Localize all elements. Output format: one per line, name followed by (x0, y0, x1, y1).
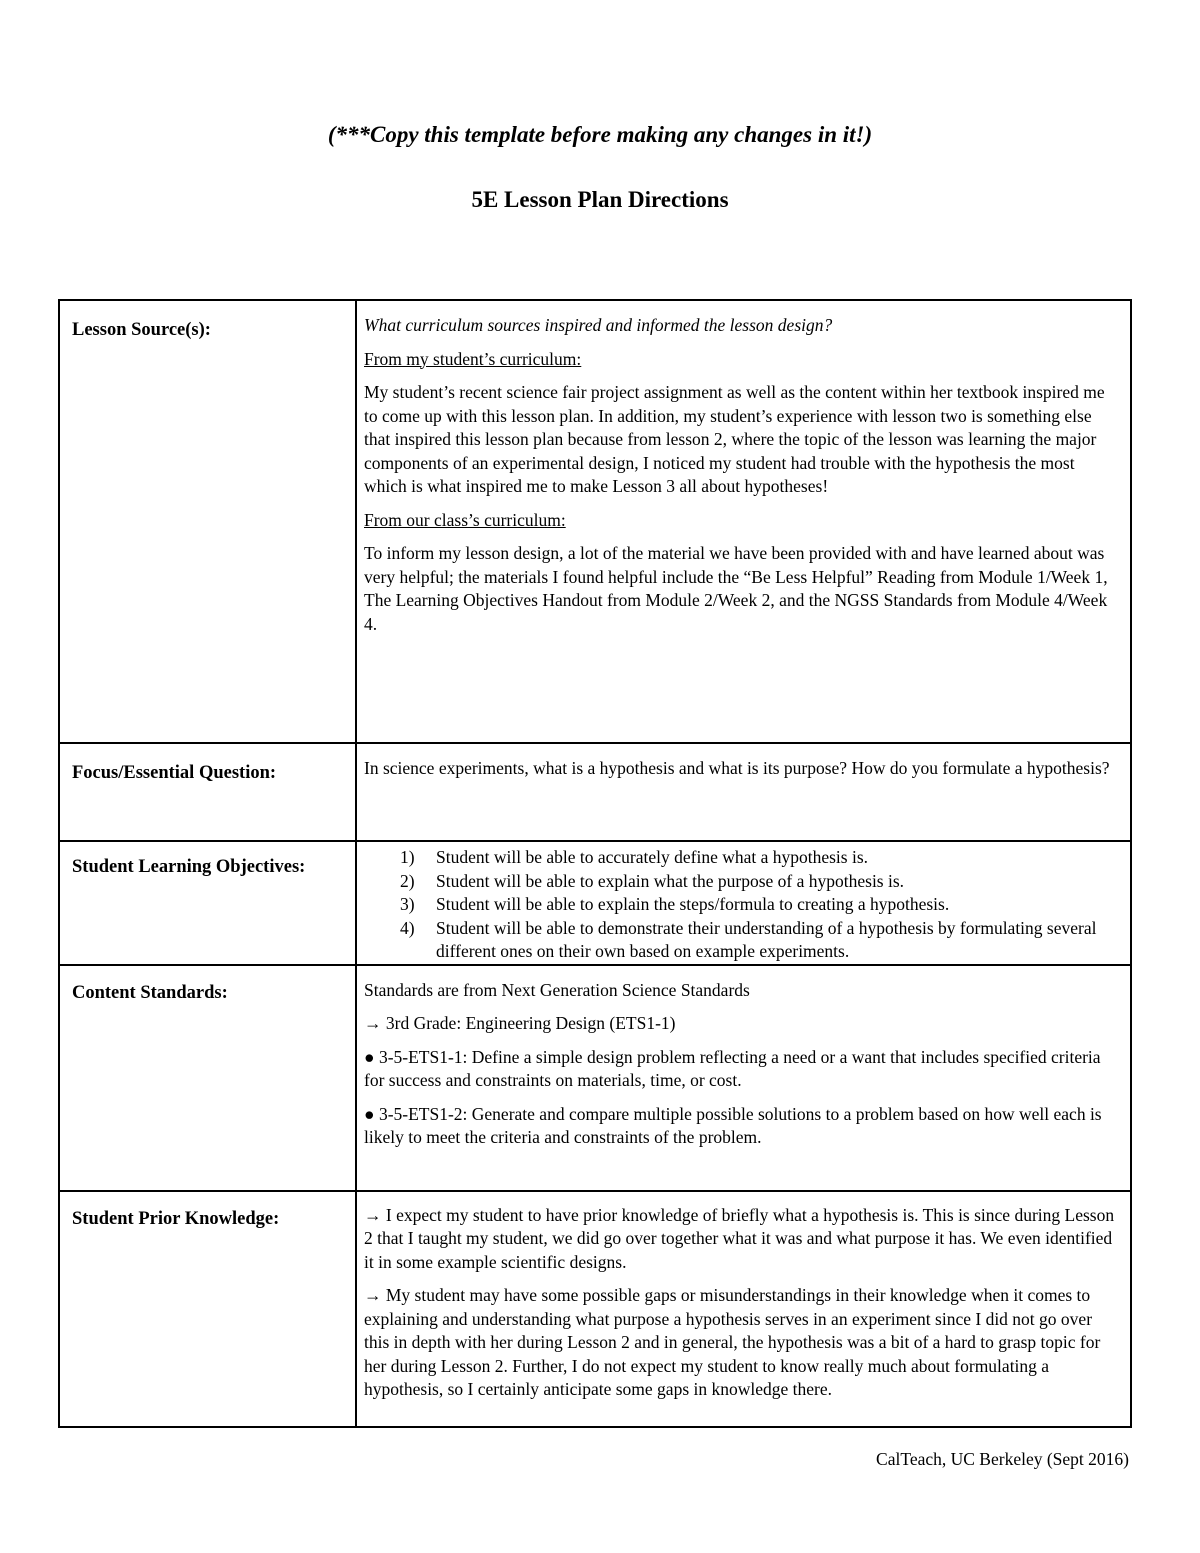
row-focus-question (59, 743, 1131, 841)
list-item-text: Student will be able to accurately define what a hypothesis is. (436, 847, 869, 867)
standard-item: ● 3-5-ETS1-1: Define a simple design problem reflecting a need or a want that includes specified criteria for success and constraints on materials, time, or cost. (364, 1046, 1101, 1090)
objectives-list (364, 846, 1120, 964)
student-curriculum-heading: From my student’s curriculum: (364, 348, 582, 369)
list-item (400, 893, 1120, 917)
content-standards-label: Content Standards: (72, 982, 228, 1003)
content-cell (356, 965, 1131, 1191)
focus-question-text: In science experiments, what is a hypothesis and what is its purpose? How do you formulate a hypothesis? (364, 758, 1110, 778)
template-copy-note: (***Copy this template before making any changes in it!) (327, 122, 873, 147)
row-learning-objectives (59, 841, 1131, 965)
learning-objectives-label: Student Learning Objectives: (72, 857, 306, 877)
list-item-text: Student will be able to explain what the purpose of a hypothesis is. (436, 870, 905, 891)
label-cell (59, 743, 356, 841)
list-item (400, 917, 1120, 964)
footer-credit: CalTeach, UC Berkeley (Sept 2016) (876, 1449, 1129, 1469)
page-title: 5E Lesson Plan Directions (471, 187, 729, 212)
list-item (400, 846, 1120, 870)
content-cell (356, 300, 1131, 743)
list-item-text: Student will be able to explain the steps/formula to creating a hypothesis. (436, 894, 950, 914)
label-cell (59, 841, 356, 965)
list-item-text: Student will be able to demonstrate their understanding of a hypothesis by formulating several different ones on their own based on example experiments. (436, 917, 1097, 961)
focus-question-label: Focus/Essential Question: (72, 763, 277, 783)
list-item-number: 1) (400, 847, 415, 867)
row-prior-knowledge (59, 1191, 1131, 1427)
content-cell (356, 1191, 1131, 1427)
label-cell (59, 965, 356, 1191)
standard-item: ● 3-5-ETS1-2: Generate and compare multiple possible solutions to a problem based on how well each is likely to meet the criteria and constraints of the problem. (364, 1103, 1102, 1147)
lesson-sources-label: Lesson Source(s): (72, 320, 211, 340)
prior-knowledge-point: → I expect my student to have prior knowledge of briefly what a hypothesis is. This is since during Lesson 2 that I taught my student, we did go over together what it was and what purpose it has. We even identified it in some example scientific designs. (364, 1204, 1115, 1272)
list-item (400, 870, 1120, 894)
prior-knowledge-label: Student Prior Knowledge: (72, 1208, 280, 1229)
label-cell (59, 300, 356, 743)
row-content-standards (59, 965, 1131, 1191)
list-item-number: 4) (400, 917, 415, 938)
list-item-number: 3) (400, 894, 415, 914)
lesson-sources-prompt: What curriculum sources inspired and informed the lesson design? (364, 315, 833, 335)
prior-knowledge-point: → My student may have some possible gaps or misunderstandings in their knowledge when it comes to explaining and understanding what purpose a hypothesis serves in an experiment since I did not go over this in depth with her during Lesson 2 and in general, the hypothesis was a bit of a hard to grasp topic for her during Lesson 2. Further, I do not expect my student to know really much about formulating a hypothesis, so I certainly anticipate some gaps in knowledge there. (364, 1285, 1101, 1399)
student-curriculum-text: My student’s recent science fair project assignment as well as the content within her textbook inspired me to come up with this lesson plan. In addition, my student’s experience with lesson two is something else that inspired this lesson plan because from lesson 2, where the topic of the lesson was learning the major components of an experimental design, I noticed my student had trouble with the hypothesis the most which is what inspired me to make Lesson 3 all about hypotheses! (364, 382, 1105, 496)
content-cell (356, 743, 1131, 841)
lesson-plan-table (58, 299, 1132, 1428)
standards-intro: Standards are from Next Generation Science Standards (364, 979, 750, 1000)
list-item-number: 2) (400, 870, 415, 891)
row-lesson-sources (59, 300, 1131, 743)
standards-grade: → 3rd Grade: Engineering Design (ETS1-1) (364, 1013, 676, 1033)
content-cell (356, 841, 1131, 965)
class-curriculum-heading: From our class’s curriculum: (364, 509, 566, 530)
label-cell (59, 1191, 356, 1427)
class-curriculum-text: To inform my lesson design, a lot of the material we have been provided with and have learned about was very helpful; the materials I found helpful include the “Be Less Helpful” Reading from Module 1/Week 1, The Learning Objectives Handout from Module 2/Week 2, and the NGSS Standards from Module 4/Week 4. (364, 543, 1108, 634)
